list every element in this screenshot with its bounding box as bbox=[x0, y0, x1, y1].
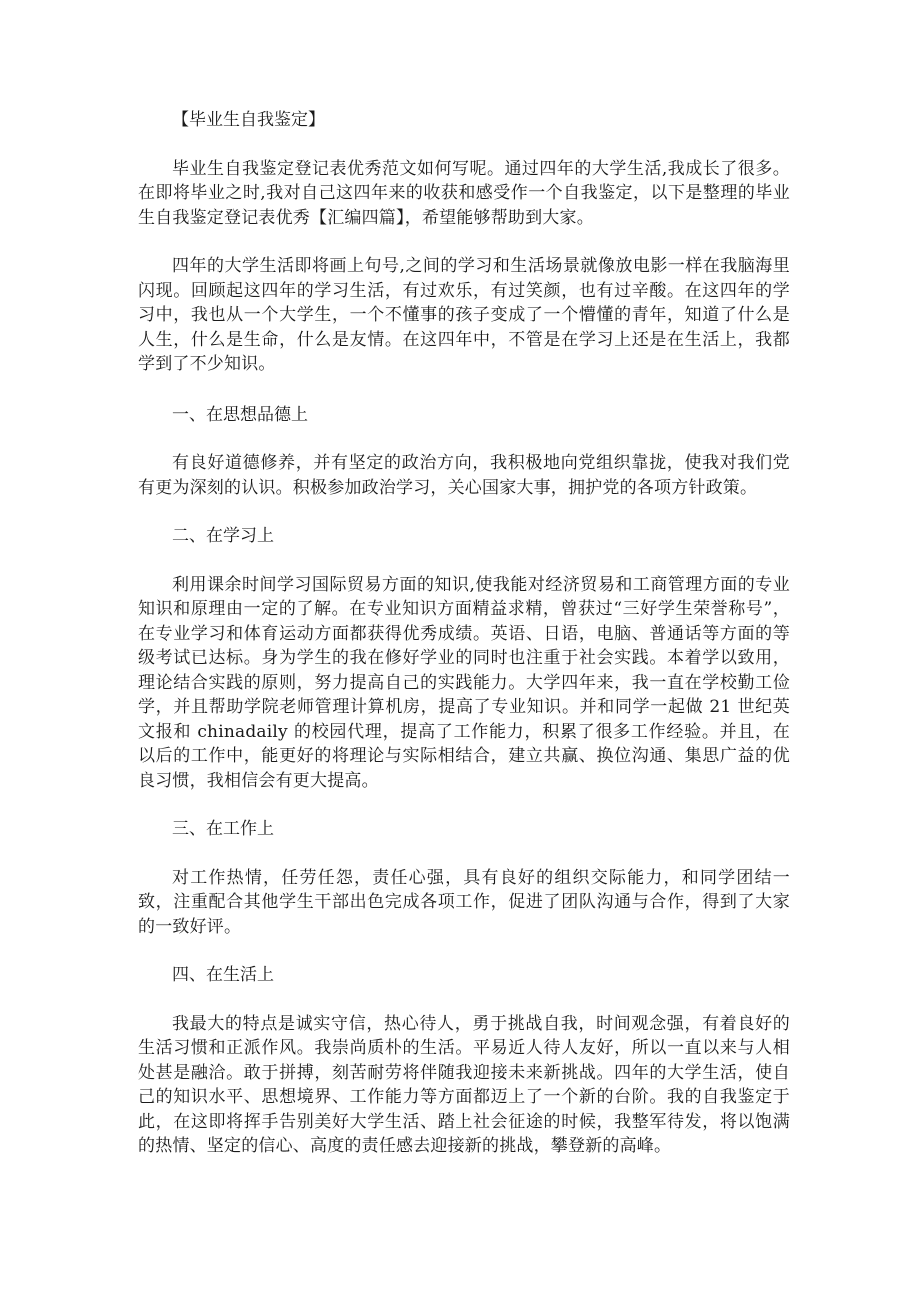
opening-paragraph: 四年的大学生活即将画上句号,之间的学习和生活场景就像放电影一样在我脑海里闪现。回顾起这四年的学习生活，有过欢乐，有过笑颜，也有过辛酸。在这四年的学习中，我也从一个大学生，一个不懂事的孩子变成了一个懵懂的青年，知道了什么是人生，什么是生命，什么是友情。在这四年中，不管是在学习上还是在生活上，我都学到了不少知识。 bbox=[138, 256, 790, 374]
section-heading-morality: 一、在思想品德上 bbox=[172, 404, 308, 425]
section-heading-study: 二、在学习上 bbox=[172, 526, 274, 546]
section-text-work: 对工作热情，任劳任怨，责任心强，具有良好的组织交际能力，和同学团结一致，注重配合其他学生干部出色完成各项工作，促进了团队沟通与合作，得到了大家的一致好评。 bbox=[138, 867, 790, 937]
section-text-morality: 有良好道德修养，并有坚定的政治方向，我积极地向党组织靠拢，使我对我们党有更为深刻的认识。积极参加政治学习，关心国家大事，拥护党的各项方针政策。 bbox=[138, 453, 790, 498]
section-heading-life: 四、在生活上 bbox=[172, 965, 274, 985]
intro-paragraph: 毕业生自我鉴定登记表优秀范文如何写呢。通过四年的大学生活,我成长了很多。在即将毕业之时,我对自己这四年来的收获和感受作一个自我鉴定，以下是整理的毕业生自我鉴定登记表优秀【汇编四篇】，希望能够帮助到大家。 bbox=[138, 158, 790, 228]
section-text-study: 利用课余时间学习国际贸易方面的知识,使我能对经济贸易和工商管理方面的专业知识和原理由一定的了解。在专业知识方面精益求精，曾获过“三好学生荣誉称号”，在专业学习和体育运动方面都获得优秀成绩。英语、日语，电脑、普通话等方面的等级考试已达标。身为学生的我在修好学业的同时也注重于社会实践。本着学以致用，理论结合实践的原则，努力提高自己的实践能力。大学四年来，我一直在学校勤工俭学，并且帮助学院老师管理计算机房，提高了专业知识。并和同学一起做 21 世纪英文报和 chinadaily 的校园代理，提高了工作能力，积累了很多工作经验。并且，在以后的工作中，能更好的将理论与实际相结合，建立共赢、换位沟通、集思广益的优良习惯，我相信会有更大提高。 bbox=[138, 574, 790, 791]
document-title: 【毕业生自我鉴定】 bbox=[172, 110, 325, 130]
document-page bbox=[138, 108, 790, 1159]
section-text-life: 我最大的特点是诚实守信，热心待人，勇于挑战自我，时间观念强，有着良好的生活习惯和正派作风。我崇尚质朴的生活。平易近人待人友好，所以一直以来与人相处甚是融洽。敢于拼搏，刻苦耐劳将伴随我迎接未来新挑战。四年的大学生活，使自己的知识水平、思想境界、工作能力等方面都迈上了一个新的台阶。我的自我鉴定于此，在这即将挥手告别美好大学生活、踏上社会征途的时候，我整军待发，将以饱满的热情、坚定的信心、高度的责任感去迎接新的挑战，攀登新的高峰。 bbox=[138, 1013, 790, 1156]
section-heading-work: 三、在工作上 bbox=[172, 819, 274, 839]
